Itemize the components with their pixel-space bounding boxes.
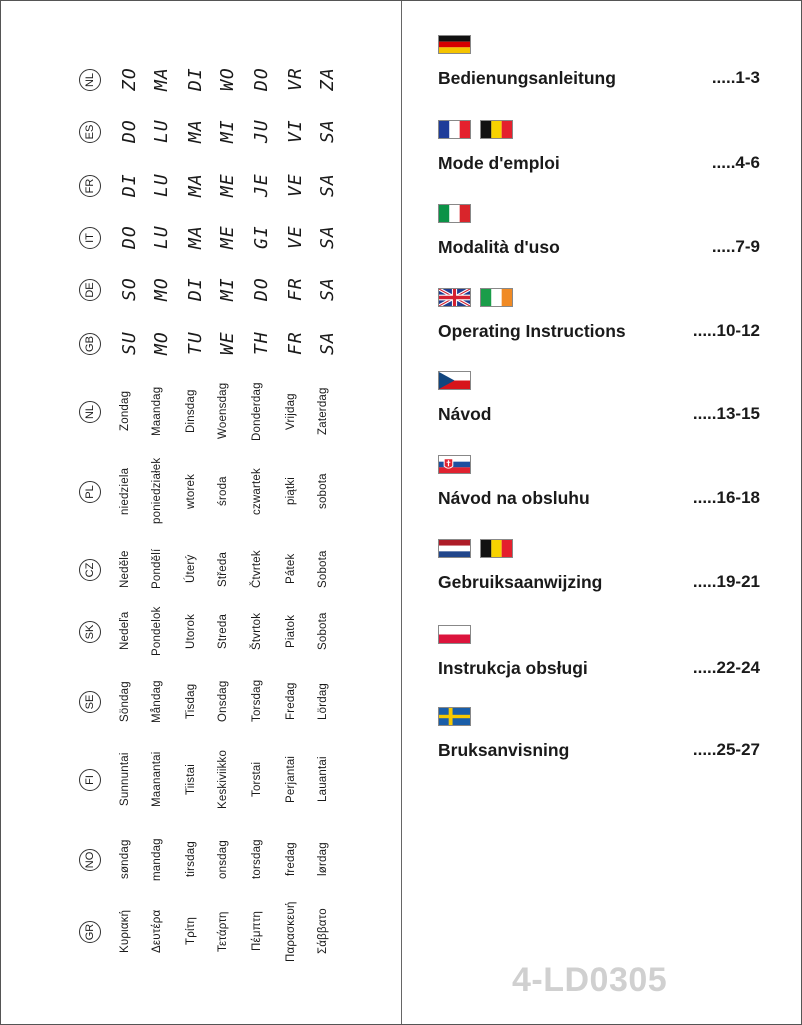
- toc-entry-pages: .....7-9: [711, 237, 760, 256]
- weekday-label: Sobota: [317, 612, 329, 650]
- weekday-label: Fredag: [285, 682, 297, 720]
- weekday-label: Pondelok: [151, 606, 163, 656]
- weekday-label: TH: [251, 331, 272, 355]
- weekday-label: ZO: [119, 67, 140, 91]
- weekday-label: Τρίτη: [185, 916, 197, 945]
- weekday-label: DO: [119, 119, 140, 143]
- flag-nl-icon: [438, 539, 471, 558]
- toc-entry: [438, 455, 760, 525]
- weekday-label: środa: [217, 476, 229, 506]
- weekday-label: MA: [185, 119, 206, 143]
- weekday-label: Tisdag: [185, 683, 197, 719]
- weekday-label: Σάββατο: [317, 908, 329, 954]
- language-code-badge: GR: [79, 921, 101, 943]
- weekday-label: VI: [285, 119, 306, 143]
- toc-entry: [438, 35, 760, 105]
- language-code-badge: GB: [79, 333, 101, 355]
- weekday-label: Štvrtok: [251, 612, 263, 650]
- flag-group: [438, 625, 480, 645]
- weekday-label: VR: [285, 67, 306, 91]
- toc-entry-title: Bruksanvisning: [438, 740, 570, 760]
- weekday-label: torsdag: [251, 839, 263, 879]
- toc-entry: [438, 288, 760, 358]
- weekday-label: MI: [217, 119, 238, 143]
- toc-entry-title: Gebruiksaanwijzing: [438, 572, 603, 592]
- toc-entry-title: Instrukcja obsługi: [438, 658, 588, 678]
- weekday-label: tirsdag: [185, 841, 197, 877]
- weekday-label: Středa: [217, 551, 229, 587]
- weekday-label: DI: [185, 277, 206, 301]
- language-code-badge: NL: [79, 69, 101, 91]
- weekday-label: Dinsdag: [185, 389, 197, 433]
- weekday-label: Čtvrtek: [251, 550, 263, 588]
- language-code-badge: NO: [79, 849, 101, 871]
- toc-entry-pages: .....25-27: [692, 740, 760, 759]
- weekday-label: niedziela: [119, 467, 131, 515]
- toc-entry-pages: .....19-21: [692, 572, 760, 591]
- weekday-label: Lördag: [317, 682, 329, 720]
- flag-ie-icon: [480, 288, 513, 307]
- weekday-label: Torsdag: [251, 679, 263, 722]
- weekday-label: MA: [185, 173, 206, 197]
- toc-entry-pages: .....4-6: [711, 153, 760, 172]
- weekday-label: DI: [185, 67, 206, 91]
- weekday-label: sobota: [317, 473, 329, 509]
- flag-it-icon: [438, 204, 471, 223]
- weekday-label: DO: [251, 67, 272, 91]
- weekday-label: czwartek: [251, 467, 263, 515]
- weekday-label: FR: [285, 277, 306, 301]
- language-code-badge: PL: [79, 481, 101, 503]
- weekday-label: piątki: [285, 476, 297, 505]
- weekday-label: SA: [317, 331, 338, 355]
- weekday-label: mandag: [151, 837, 163, 881]
- language-code-badge: CZ: [79, 559, 101, 581]
- weekday-label: onsdag: [217, 839, 229, 879]
- flag-fr-icon: [438, 120, 471, 139]
- toc-entry: [438, 371, 760, 441]
- weekday-label: Maandag: [151, 386, 163, 436]
- weekday-label: JE: [251, 173, 272, 197]
- toc-entry-pages: .....16-18: [692, 488, 760, 507]
- language-code-badge: SK: [79, 621, 101, 643]
- flag-group: [438, 707, 480, 727]
- weekday-label: LU: [151, 225, 172, 249]
- toc-entry-title: Návod na obsluhu: [438, 488, 590, 508]
- weekday-label: Keskiviikko: [217, 749, 229, 809]
- toc-entry-title: Návod: [438, 404, 492, 424]
- toc-entry: [438, 204, 760, 274]
- weekday-label: Pondělí: [151, 548, 163, 589]
- flag-group: [438, 204, 480, 224]
- language-code-badge: FI: [79, 769, 101, 791]
- language-code-badge: ES: [79, 121, 101, 143]
- toc-entry: [438, 625, 760, 695]
- toc-entry-pages: .....13-15: [692, 404, 760, 423]
- weekday-label: Donderdag: [251, 381, 263, 441]
- weekday-label: Τετάρτη: [217, 910, 229, 952]
- weekday-label: WO: [217, 67, 238, 91]
- weekday-label: MI: [217, 277, 238, 301]
- weekday-label: SO: [119, 277, 140, 301]
- toc-entry-title: Mode d'emploi: [438, 153, 560, 173]
- flag-be-icon: [480, 120, 513, 139]
- weekday-label: Δευτέρα: [151, 909, 163, 953]
- weekday-label: Zondag: [119, 390, 131, 431]
- weekday-label: FR: [285, 331, 306, 355]
- weekday-label: Pátek: [285, 553, 297, 584]
- language-code-badge: DE: [79, 279, 101, 301]
- language-code-badge: FR: [79, 175, 101, 197]
- weekday-label: MA: [151, 67, 172, 91]
- weekday-label: Zaterdag: [317, 387, 329, 435]
- weekday-label: Tiistai: [185, 763, 197, 795]
- weekday-label: fredag: [285, 842, 297, 876]
- weekday-label: Måndag: [151, 679, 163, 723]
- flag-be-icon: [480, 539, 513, 558]
- weekday-label: Maanantai: [151, 751, 163, 807]
- weekday-label: lørdag: [317, 842, 329, 876]
- weekday-label: Κυριακή: [119, 909, 131, 953]
- weekday-label: MA: [185, 225, 206, 249]
- flag-gb-icon: [438, 288, 471, 307]
- weekday-label: Woensdag: [217, 382, 229, 439]
- toc-entry: [438, 539, 760, 609]
- product-code: 4-LD0305: [512, 961, 668, 999]
- toc-entry-title: Operating Instructions: [438, 321, 626, 341]
- weekday-label: VE: [285, 173, 306, 197]
- weekday-label: Vrijdag: [285, 392, 297, 430]
- weekday-label: Sobota: [317, 550, 329, 588]
- flag-pl-icon: [438, 625, 471, 644]
- flag-cz-icon: [438, 371, 471, 390]
- weekday-label: SA: [317, 173, 338, 197]
- weekday-label: Lauantai: [317, 756, 329, 802]
- weekday-label: JU: [251, 119, 272, 143]
- language-code-badge: IT: [79, 227, 101, 249]
- weekday-label: Streda: [217, 613, 229, 649]
- flag-de-icon: [438, 35, 471, 54]
- toc-entry-title: Bedienungsanleitung: [438, 68, 616, 88]
- flag-group: [438, 120, 522, 140]
- weekday-label: WE: [217, 331, 238, 355]
- weekday-label: DO: [251, 277, 272, 301]
- toc-entry-pages: .....1-3: [711, 68, 760, 87]
- weekday-label: Neděle: [119, 550, 131, 588]
- toc-entry-title: Modalità d'uso: [438, 237, 560, 257]
- weekday-label: TU: [185, 331, 206, 355]
- weekday-label: poniedziałek: [151, 457, 163, 524]
- flag-group: [438, 455, 480, 475]
- weekday-label: Úterý: [185, 554, 197, 583]
- weekday-label: DI: [119, 173, 140, 197]
- weekday-label: Παρασκευή: [285, 900, 297, 962]
- weekday-label: DO: [119, 225, 140, 249]
- weekday-label: Torstai: [251, 761, 263, 797]
- language-code-badge: SE: [79, 691, 101, 713]
- flag-group: [438, 288, 522, 308]
- weekday-label: LU: [151, 173, 172, 197]
- weekday-label: søndag: [119, 839, 131, 879]
- toc-entry: [438, 120, 760, 190]
- toc-entry-pages: .....10-12: [692, 321, 760, 340]
- flag-group: [438, 371, 480, 391]
- weekday-label: LU: [151, 119, 172, 143]
- weekday-label: SA: [317, 225, 338, 249]
- language-code-badge: NL: [79, 401, 101, 423]
- table-of-contents: [402, 1, 801, 1024]
- flag-group: [438, 539, 522, 559]
- weekday-label: Onsdag: [217, 680, 229, 722]
- flag-sk-icon: [438, 455, 471, 474]
- flag-group: [438, 35, 480, 55]
- weekday-label: Sunnuntai: [119, 752, 131, 806]
- weekday-label: wtorek: [185, 473, 197, 509]
- weekday-label: ZA: [317, 67, 338, 91]
- weekday-label: Nedeľa: [119, 611, 131, 650]
- weekday-label: SU: [119, 331, 140, 355]
- weekday-label: SA: [317, 119, 338, 143]
- weekday-label: SA: [317, 277, 338, 301]
- weekday-label: GI: [251, 225, 272, 249]
- weekday-label: ME: [217, 173, 238, 197]
- weekday-label: Utorok: [185, 613, 197, 649]
- weekday-label: MO: [151, 277, 172, 301]
- toc-entry: [438, 707, 760, 777]
- weekday-label: Piatok: [285, 614, 297, 648]
- weekday-label: Söndag: [119, 680, 131, 722]
- weekday-label: ME: [217, 225, 238, 249]
- weekday-table: [1, 1, 401, 1024]
- flag-se-icon: [438, 707, 471, 726]
- weekday-label: MO: [151, 331, 172, 355]
- weekday-label: Πέμπτη: [251, 910, 263, 951]
- toc-entry-pages: .....22-24: [692, 658, 760, 677]
- weekday-label: VE: [285, 225, 306, 249]
- weekday-label: Perjantai: [285, 755, 297, 803]
